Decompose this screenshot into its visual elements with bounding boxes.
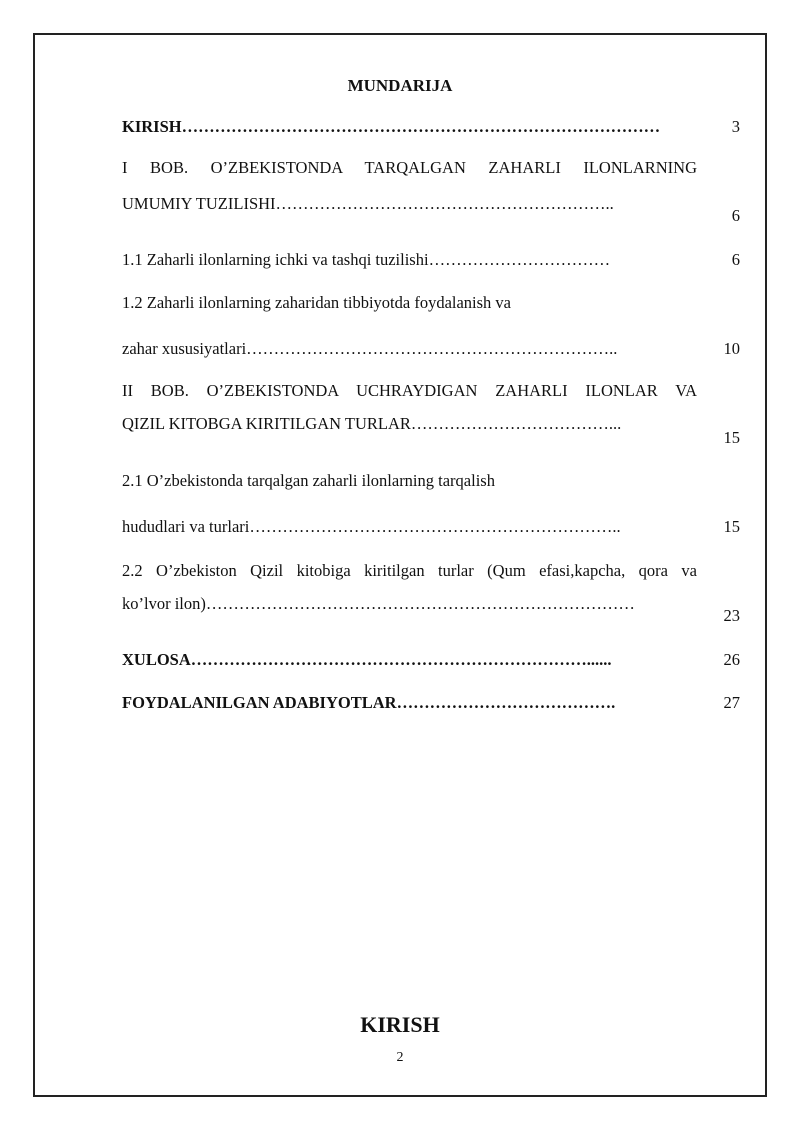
toc-entry-chapter-1-line-1: I BOB. O’ZBEKISTONDA TARQALGAN ZAHARLI ILONLARNING [122, 158, 697, 177]
toc-entry-chapter-2-line-2: QIZIL KITOBGA KIRITILGAN TURLAR………………………………... [122, 414, 622, 433]
toc-page-chapter-1: 6 [731, 206, 740, 225]
toc-page-section-2-1: 15 [723, 517, 740, 536]
toc-entry-section-2-2-line-1: 2.2 O’zbekiston Qizil kitobiga kiritilgan turlar (Qum efasi,kapcha, qora va [122, 561, 697, 580]
toc-entry-xulosa: XULOSA………………………………………………………………...... [122, 650, 612, 669]
toc-page-references: 27 [723, 693, 740, 712]
toc-heading: MUNDARIJA [347, 76, 453, 95]
toc-entry-section-1-2-line-2: zahar xususiyatlari………………………………………………………….. [122, 339, 618, 358]
toc-page-chapter-2: 15 [723, 428, 740, 447]
toc-page-section-1-1: 6 [731, 250, 740, 269]
toc-page-xulosa: 26 [723, 650, 740, 669]
toc-entry-section-2-2-line-2: ko’lvor ilon)…………………………………………………………………… [122, 594, 635, 613]
toc-entry-references: FOYDALANILGAN ADABIYOTLAR…………………………………. [122, 693, 616, 712]
toc-page-section-1-2: 10 [723, 339, 740, 358]
toc-page-section-2-2: 23 [723, 606, 740, 625]
toc-entry-section-1-1: 1.1 Zaharli ilonlarning ichki va tashqi tuzilishi…………………………… [122, 250, 611, 269]
toc-entry-kirish: KIRISH…………………………………………………………………………… [122, 117, 661, 136]
toc-page-kirish: 3 [731, 117, 740, 136]
section-heading-kirish: KIRISH [360, 1012, 440, 1037]
page-number: 2 [396, 1050, 404, 1065]
toc-entry-chapter-1-line-2: UMUMIY TUZILISHI…………………………………………………….. [122, 194, 614, 213]
toc-entry-chapter-2-line-1: II BOB. O’ZBEKISTONDA UCHRAYDIGAN ZAHARLI ILONLAR VA [122, 381, 697, 400]
toc-entry-section-1-2-line-1: 1.2 Zaharli ilonlarning zaharidan tibbiyotda foydalanish va [122, 293, 512, 312]
toc-entry-section-2-1-line-1: 2.1 O’zbekistonda tarqalgan zaharli ilonlarning tarqalish [122, 471, 495, 490]
toc-entry-section-2-1-line-2: hududlari va turlari………………………………………………………….. [122, 517, 621, 536]
